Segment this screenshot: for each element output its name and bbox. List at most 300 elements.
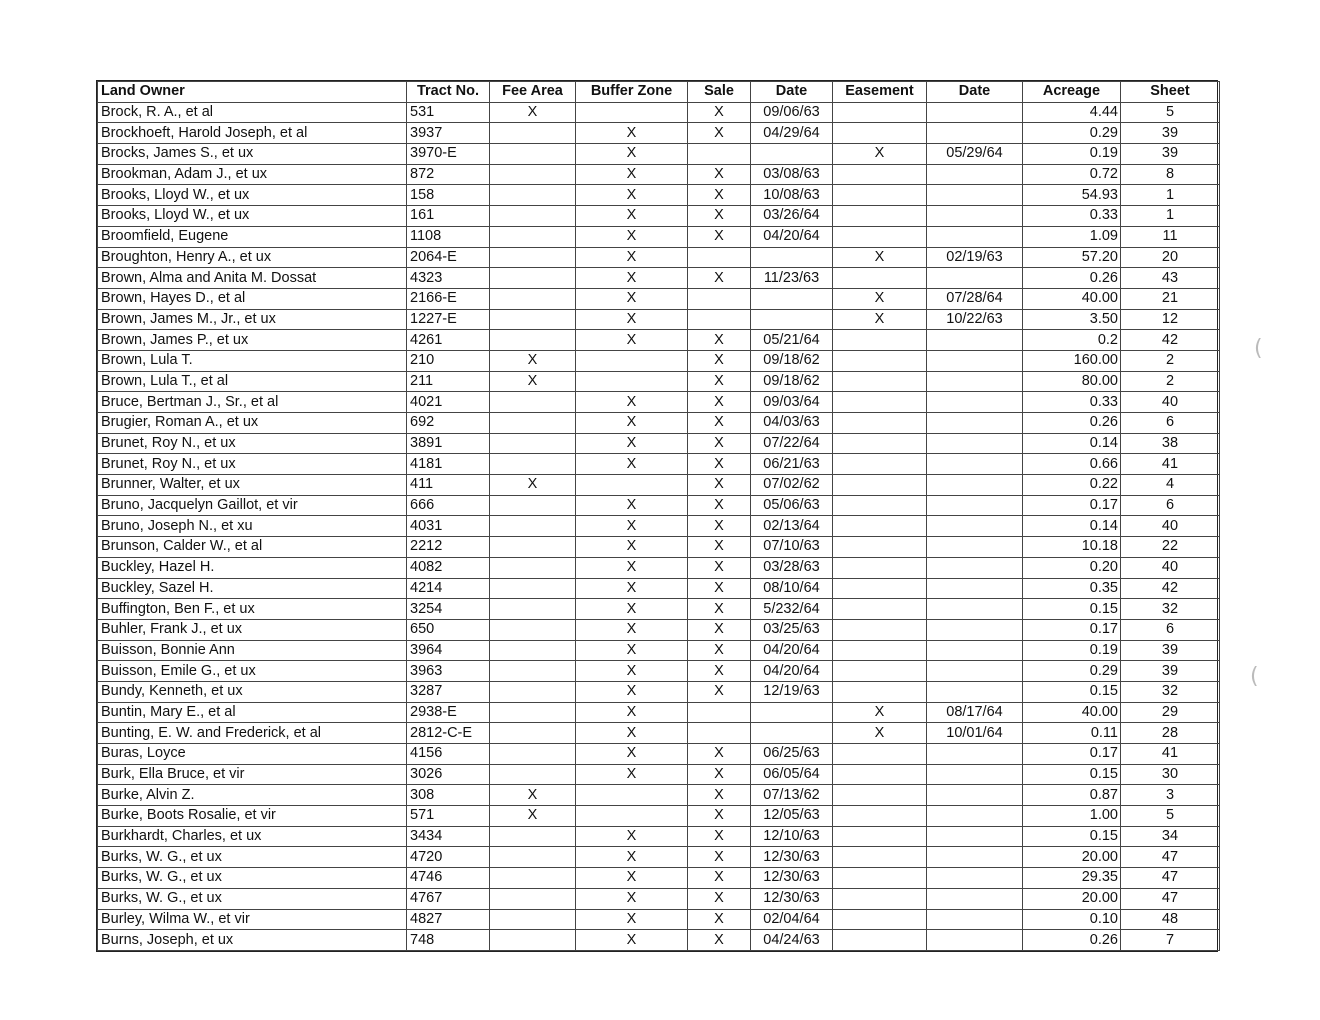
cell-sale-date: 06/21/63 — [751, 454, 833, 475]
cell-sheet: 39 — [1121, 123, 1220, 144]
cell-land-owner: Burkhardt, Charles, et ux — [98, 826, 407, 847]
cell-easement-date — [927, 475, 1023, 496]
cell-sale: X — [688, 619, 751, 640]
cell-easement — [833, 806, 927, 827]
cell-buffer-zone: X — [576, 826, 688, 847]
cell-tract-no: 1227-E — [407, 309, 490, 330]
cell-easement-date — [927, 785, 1023, 806]
cell-land-owner: Bruno, Jacquelyn Gaillot, et vir — [98, 495, 407, 516]
cell-acreage: 0.15 — [1023, 681, 1121, 702]
cell-sheet: 32 — [1121, 599, 1220, 620]
cell-easement-date — [927, 102, 1023, 123]
cell-fee-area — [490, 495, 576, 516]
cell-acreage: 0.17 — [1023, 495, 1121, 516]
cell-easement-date — [927, 371, 1023, 392]
cell-sheet: 30 — [1121, 764, 1220, 785]
cell-easement: X — [833, 309, 927, 330]
cell-buffer-zone — [576, 371, 688, 392]
land-owner-table-frame — [96, 80, 1218, 952]
cell-buffer-zone: X — [576, 495, 688, 516]
cell-sale: X — [688, 888, 751, 909]
cell-sale-date: 04/20/64 — [751, 661, 833, 682]
cell-easement-date — [927, 268, 1023, 289]
header-acreage: Acreage — [1023, 82, 1121, 103]
cell-tract-no: 4767 — [407, 888, 490, 909]
cell-sale — [688, 702, 751, 723]
cell-sheet: 1 — [1121, 185, 1220, 206]
cell-acreage: 0.33 — [1023, 206, 1121, 227]
cell-sale: X — [688, 164, 751, 185]
table-row — [98, 702, 1220, 723]
cell-land-owner: Burks, W. G., et ux — [98, 888, 407, 909]
cell-buffer-zone: X — [576, 413, 688, 434]
cell-buffer-zone: X — [576, 392, 688, 413]
cell-tract-no: 2064-E — [407, 247, 490, 268]
header-tract-no: Tract No. — [407, 82, 490, 103]
cell-tract-no: 4214 — [407, 578, 490, 599]
cell-sale-date: 12/19/63 — [751, 681, 833, 702]
cell-sale-date: 11/23/63 — [751, 268, 833, 289]
cell-easement-date — [927, 930, 1023, 951]
cell-sale: X — [688, 557, 751, 578]
table-row — [98, 537, 1220, 558]
cell-land-owner: Brunner, Walter, et ux — [98, 475, 407, 496]
cell-fee-area — [490, 454, 576, 475]
cell-sale: X — [688, 516, 751, 537]
cell-buffer-zone: X — [576, 847, 688, 868]
cell-land-owner: Bunting, E. W. and Frederick, et al — [98, 723, 407, 744]
cell-tract-no: 872 — [407, 164, 490, 185]
cell-sale-date: 09/18/62 — [751, 350, 833, 371]
cell-acreage: 0.20 — [1023, 557, 1121, 578]
cell-land-owner: Burk, Ella Bruce, et vir — [98, 764, 407, 785]
table-row — [98, 350, 1220, 371]
cell-acreage: 80.00 — [1023, 371, 1121, 392]
cell-sheet: 7 — [1121, 930, 1220, 951]
cell-fee-area — [490, 392, 576, 413]
table-row — [98, 826, 1220, 847]
cell-land-owner: Buhler, Frank J., et ux — [98, 619, 407, 640]
cell-acreage: 0.26 — [1023, 413, 1121, 434]
cell-land-owner: Brookman, Adam J., et ux — [98, 164, 407, 185]
cell-sheet: 47 — [1121, 888, 1220, 909]
cell-land-owner: Burks, W. G., et ux — [98, 847, 407, 868]
cell-fee-area — [490, 226, 576, 247]
cell-buffer-zone: X — [576, 578, 688, 599]
cell-sale-date: 07/02/62 — [751, 475, 833, 496]
cell-land-owner: Broughton, Henry A., et ux — [98, 247, 407, 268]
cell-sale-date — [751, 144, 833, 165]
cell-tract-no: 4156 — [407, 744, 490, 765]
cell-tract-no: 3964 — [407, 640, 490, 661]
table-body — [98, 102, 1220, 950]
cell-sheet: 6 — [1121, 495, 1220, 516]
cell-acreage: 0.10 — [1023, 909, 1121, 930]
cell-sale-date: 08/10/64 — [751, 578, 833, 599]
cell-easement-date — [927, 537, 1023, 558]
cell-land-owner: Burke, Alvin Z. — [98, 785, 407, 806]
cell-sale-date — [751, 723, 833, 744]
cell-sheet: 20 — [1121, 247, 1220, 268]
cell-easement-date: 08/17/64 — [927, 702, 1023, 723]
cell-land-owner: Burns, Joseph, et ux — [98, 930, 407, 951]
cell-sale: X — [688, 661, 751, 682]
cell-buffer-zone: X — [576, 185, 688, 206]
header-sale: Sale — [688, 82, 751, 103]
cell-sale — [688, 309, 751, 330]
cell-sale: X — [688, 599, 751, 620]
cell-tract-no: 3254 — [407, 599, 490, 620]
cell-fee-area — [490, 868, 576, 889]
cell-sale — [688, 247, 751, 268]
cell-easement — [833, 785, 927, 806]
table-row — [98, 226, 1220, 247]
cell-sheet: 6 — [1121, 619, 1220, 640]
cell-fee-area — [490, 206, 576, 227]
cell-tract-no: 308 — [407, 785, 490, 806]
cell-sale-date — [751, 702, 833, 723]
cell-buffer-zone: X — [576, 702, 688, 723]
table-row — [98, 640, 1220, 661]
cell-land-owner: Burks, W. G., et ux — [98, 868, 407, 889]
cell-fee-area — [490, 930, 576, 951]
cell-buffer-zone: X — [576, 640, 688, 661]
cell-easement: X — [833, 247, 927, 268]
table-row — [98, 206, 1220, 227]
cell-sale-date: 09/06/63 — [751, 102, 833, 123]
header-sale-date: Date — [751, 82, 833, 103]
cell-easement — [833, 681, 927, 702]
cell-tract-no: 3937 — [407, 123, 490, 144]
cell-land-owner: Brown, Hayes D., et al — [98, 288, 407, 309]
cell-buffer-zone: X — [576, 619, 688, 640]
cell-easement-date — [927, 185, 1023, 206]
cell-land-owner: Brown, Lula T. — [98, 350, 407, 371]
cell-sale-date: 07/22/64 — [751, 433, 833, 454]
cell-buffer-zone: X — [576, 433, 688, 454]
table-row — [98, 413, 1220, 434]
table-row — [98, 268, 1220, 289]
cell-tract-no: 161 — [407, 206, 490, 227]
cell-easement-date — [927, 888, 1023, 909]
cell-buffer-zone: X — [576, 226, 688, 247]
margin-binding-mark: ( — [1254, 336, 1263, 361]
cell-acreage: 0.26 — [1023, 268, 1121, 289]
cell-acreage: 0.66 — [1023, 454, 1121, 475]
cell-sale: X — [688, 102, 751, 123]
cell-land-owner: Buckley, Sazel H. — [98, 578, 407, 599]
cell-sheet: 42 — [1121, 578, 1220, 599]
cell-fee-area — [490, 826, 576, 847]
cell-sale: X — [688, 185, 751, 206]
cell-acreage: 0.29 — [1023, 661, 1121, 682]
cell-fee-area: X — [490, 102, 576, 123]
cell-buffer-zone: X — [576, 309, 688, 330]
cell-sale: X — [688, 350, 751, 371]
table-row — [98, 164, 1220, 185]
cell-land-owner: Brugier, Roman A., et ux — [98, 413, 407, 434]
cell-sale: X — [688, 268, 751, 289]
cell-acreage: 0.19 — [1023, 144, 1121, 165]
cell-sale: X — [688, 909, 751, 930]
cell-tract-no: 411 — [407, 475, 490, 496]
cell-tract-no: 571 — [407, 806, 490, 827]
cell-fee-area: X — [490, 475, 576, 496]
cell-tract-no: 1108 — [407, 226, 490, 247]
cell-sale-date: 04/20/64 — [751, 640, 833, 661]
cell-buffer-zone: X — [576, 206, 688, 227]
cell-sale-date: 5/232/64 — [751, 599, 833, 620]
cell-fee-area — [490, 123, 576, 144]
cell-fee-area — [490, 619, 576, 640]
cell-easement: X — [833, 723, 927, 744]
cell-land-owner: Brown, Lula T., et al — [98, 371, 407, 392]
cell-easement-date — [927, 578, 1023, 599]
cell-fee-area: X — [490, 785, 576, 806]
cell-sheet: 39 — [1121, 661, 1220, 682]
cell-tract-no: 3434 — [407, 826, 490, 847]
cell-buffer-zone: X — [576, 599, 688, 620]
cell-sheet: 48 — [1121, 909, 1220, 930]
cell-acreage: 20.00 — [1023, 847, 1121, 868]
cell-acreage: 29.35 — [1023, 868, 1121, 889]
cell-acreage: 0.35 — [1023, 578, 1121, 599]
cell-sale: X — [688, 392, 751, 413]
cell-sheet: 5 — [1121, 806, 1220, 827]
cell-land-owner: Brocks, James S., et ux — [98, 144, 407, 165]
cell-easement: X — [833, 288, 927, 309]
cell-easement-date — [927, 681, 1023, 702]
cell-sheet: 5 — [1121, 102, 1220, 123]
cell-sheet: 2 — [1121, 371, 1220, 392]
cell-sale-date: 02/04/64 — [751, 909, 833, 930]
cell-fee-area — [490, 413, 576, 434]
cell-land-owner: Buisson, Emile G., et ux — [98, 661, 407, 682]
cell-fee-area — [490, 764, 576, 785]
cell-easement-date — [927, 806, 1023, 827]
table-row — [98, 599, 1220, 620]
cell-acreage: 20.00 — [1023, 888, 1121, 909]
cell-sheet: 22 — [1121, 537, 1220, 558]
cell-land-owner: Brown, James M., Jr., et ux — [98, 309, 407, 330]
cell-buffer-zone: X — [576, 661, 688, 682]
cell-fee-area — [490, 185, 576, 206]
cell-fee-area — [490, 144, 576, 165]
cell-land-owner: Brooks, Lloyd W., et ux — [98, 206, 407, 227]
cell-land-owner: Burke, Boots Rosalie, et vir — [98, 806, 407, 827]
cell-sale-date: 02/13/64 — [751, 516, 833, 537]
cell-buffer-zone: X — [576, 557, 688, 578]
cell-sheet: 47 — [1121, 868, 1220, 889]
cell-fee-area: X — [490, 350, 576, 371]
cell-easement — [833, 268, 927, 289]
cell-easement-date: 05/29/64 — [927, 144, 1023, 165]
cell-tract-no: 4181 — [407, 454, 490, 475]
table-row — [98, 392, 1220, 413]
header-sheet: Sheet — [1121, 82, 1220, 103]
cell-acreage: 0.22 — [1023, 475, 1121, 496]
cell-acreage: 0.2 — [1023, 330, 1121, 351]
cell-easement — [833, 661, 927, 682]
cell-easement-date — [927, 557, 1023, 578]
cell-easement — [833, 206, 927, 227]
cell-tract-no: 211 — [407, 371, 490, 392]
cell-acreage: 0.17 — [1023, 744, 1121, 765]
cell-fee-area — [490, 744, 576, 765]
cell-tract-no: 158 — [407, 185, 490, 206]
cell-easement-date — [927, 454, 1023, 475]
table-row — [98, 868, 1220, 889]
table-row — [98, 123, 1220, 144]
cell-buffer-zone: X — [576, 930, 688, 951]
cell-sale: X — [688, 433, 751, 454]
cell-easement-date — [927, 226, 1023, 247]
cell-land-owner: Buffington, Ben F., et ux — [98, 599, 407, 620]
table-row — [98, 909, 1220, 930]
cell-buffer-zone: X — [576, 723, 688, 744]
cell-easement-date — [927, 330, 1023, 351]
cell-sale: X — [688, 454, 751, 475]
cell-acreage: 10.18 — [1023, 537, 1121, 558]
cell-sale-date: 04/24/63 — [751, 930, 833, 951]
cell-land-owner: Brown, Alma and Anita M. Dossat — [98, 268, 407, 289]
table-row — [98, 309, 1220, 330]
cell-easement — [833, 619, 927, 640]
cell-sale-date: 09/03/64 — [751, 392, 833, 413]
cell-easement-date — [927, 868, 1023, 889]
cell-acreage: 1.09 — [1023, 226, 1121, 247]
table-row — [98, 681, 1220, 702]
table-row — [98, 744, 1220, 765]
cell-fee-area — [490, 516, 576, 537]
cell-land-owner: Buntin, Mary E., et al — [98, 702, 407, 723]
cell-easement — [833, 185, 927, 206]
cell-sheet: 43 — [1121, 268, 1220, 289]
cell-acreage: 0.72 — [1023, 164, 1121, 185]
cell-acreage: 0.33 — [1023, 392, 1121, 413]
cell-sale: X — [688, 785, 751, 806]
cell-easement — [833, 475, 927, 496]
cell-buffer-zone: X — [576, 123, 688, 144]
cell-tract-no: 3891 — [407, 433, 490, 454]
cell-sale: X — [688, 868, 751, 889]
header-land-owner: Land Owner — [98, 82, 407, 103]
cell-acreage: 40.00 — [1023, 288, 1121, 309]
table-row — [98, 475, 1220, 496]
table-row — [98, 247, 1220, 268]
cell-tract-no: 531 — [407, 102, 490, 123]
cell-sale-date: 12/30/63 — [751, 847, 833, 868]
cell-fee-area — [490, 537, 576, 558]
cell-easement-date: 10/01/64 — [927, 723, 1023, 744]
table-row — [98, 806, 1220, 827]
cell-acreage: 54.93 — [1023, 185, 1121, 206]
cell-sale: X — [688, 578, 751, 599]
cell-land-owner: Brunet, Roy N., et ux — [98, 454, 407, 475]
cell-fee-area — [490, 268, 576, 289]
cell-sheet: 6 — [1121, 413, 1220, 434]
cell-easement-date — [927, 123, 1023, 144]
cell-land-owner: Bruce, Bertman J., Sr., et al — [98, 392, 407, 413]
cell-buffer-zone — [576, 806, 688, 827]
cell-acreage: 1.00 — [1023, 806, 1121, 827]
cell-sale-date: 06/25/63 — [751, 744, 833, 765]
cell-easement-date — [927, 619, 1023, 640]
cell-fee-area — [490, 433, 576, 454]
cell-fee-area — [490, 681, 576, 702]
cell-easement — [833, 413, 927, 434]
cell-easement-date — [927, 350, 1023, 371]
cell-easement — [833, 578, 927, 599]
cell-acreage: 0.17 — [1023, 619, 1121, 640]
cell-fee-area — [490, 578, 576, 599]
cell-tract-no: 2812-C-E — [407, 723, 490, 744]
cell-easement-date — [927, 826, 1023, 847]
cell-easement — [833, 888, 927, 909]
table-row — [98, 723, 1220, 744]
cell-buffer-zone: X — [576, 454, 688, 475]
cell-sale: X — [688, 123, 751, 144]
cell-acreage: 0.87 — [1023, 785, 1121, 806]
cell-tract-no: 3963 — [407, 661, 490, 682]
cell-sale-date: 12/10/63 — [751, 826, 833, 847]
cell-sale-date: 03/26/64 — [751, 206, 833, 227]
cell-fee-area — [490, 164, 576, 185]
cell-easement — [833, 744, 927, 765]
cell-sale: X — [688, 930, 751, 951]
cell-sale-date: 09/18/62 — [751, 371, 833, 392]
cell-tract-no: 3970-E — [407, 144, 490, 165]
cell-sale-date — [751, 247, 833, 268]
cell-easement — [833, 557, 927, 578]
cell-easement-date — [927, 206, 1023, 227]
cell-sale: X — [688, 640, 751, 661]
cell-buffer-zone: X — [576, 164, 688, 185]
cell-tract-no: 650 — [407, 619, 490, 640]
cell-easement-date — [927, 433, 1023, 454]
cell-easement — [833, 909, 927, 930]
table-row — [98, 516, 1220, 537]
cell-tract-no: 2212 — [407, 537, 490, 558]
cell-buffer-zone: X — [576, 744, 688, 765]
cell-easement — [833, 599, 927, 620]
cell-easement — [833, 371, 927, 392]
cell-land-owner: Brunet, Roy N., et ux — [98, 433, 407, 454]
table-row — [98, 433, 1220, 454]
table-row — [98, 578, 1220, 599]
cell-land-owner: Bundy, Kenneth, et ux — [98, 681, 407, 702]
cell-buffer-zone — [576, 102, 688, 123]
table-row — [98, 930, 1220, 951]
cell-sale: X — [688, 847, 751, 868]
cell-tract-no: 3287 — [407, 681, 490, 702]
cell-sheet: 21 — [1121, 288, 1220, 309]
cell-sale-date — [751, 309, 833, 330]
cell-sheet: 40 — [1121, 392, 1220, 413]
cell-sheet: 39 — [1121, 144, 1220, 165]
table-row — [98, 495, 1220, 516]
cell-sheet: 40 — [1121, 557, 1220, 578]
table-row — [98, 847, 1220, 868]
cell-tract-no: 2166-E — [407, 288, 490, 309]
cell-acreage: 0.14 — [1023, 433, 1121, 454]
cell-acreage: 0.26 — [1023, 930, 1121, 951]
header-easement: Easement — [833, 82, 927, 103]
table-row — [98, 144, 1220, 165]
cell-fee-area — [490, 640, 576, 661]
cell-easement — [833, 433, 927, 454]
header-easement-date: Date — [927, 82, 1023, 103]
